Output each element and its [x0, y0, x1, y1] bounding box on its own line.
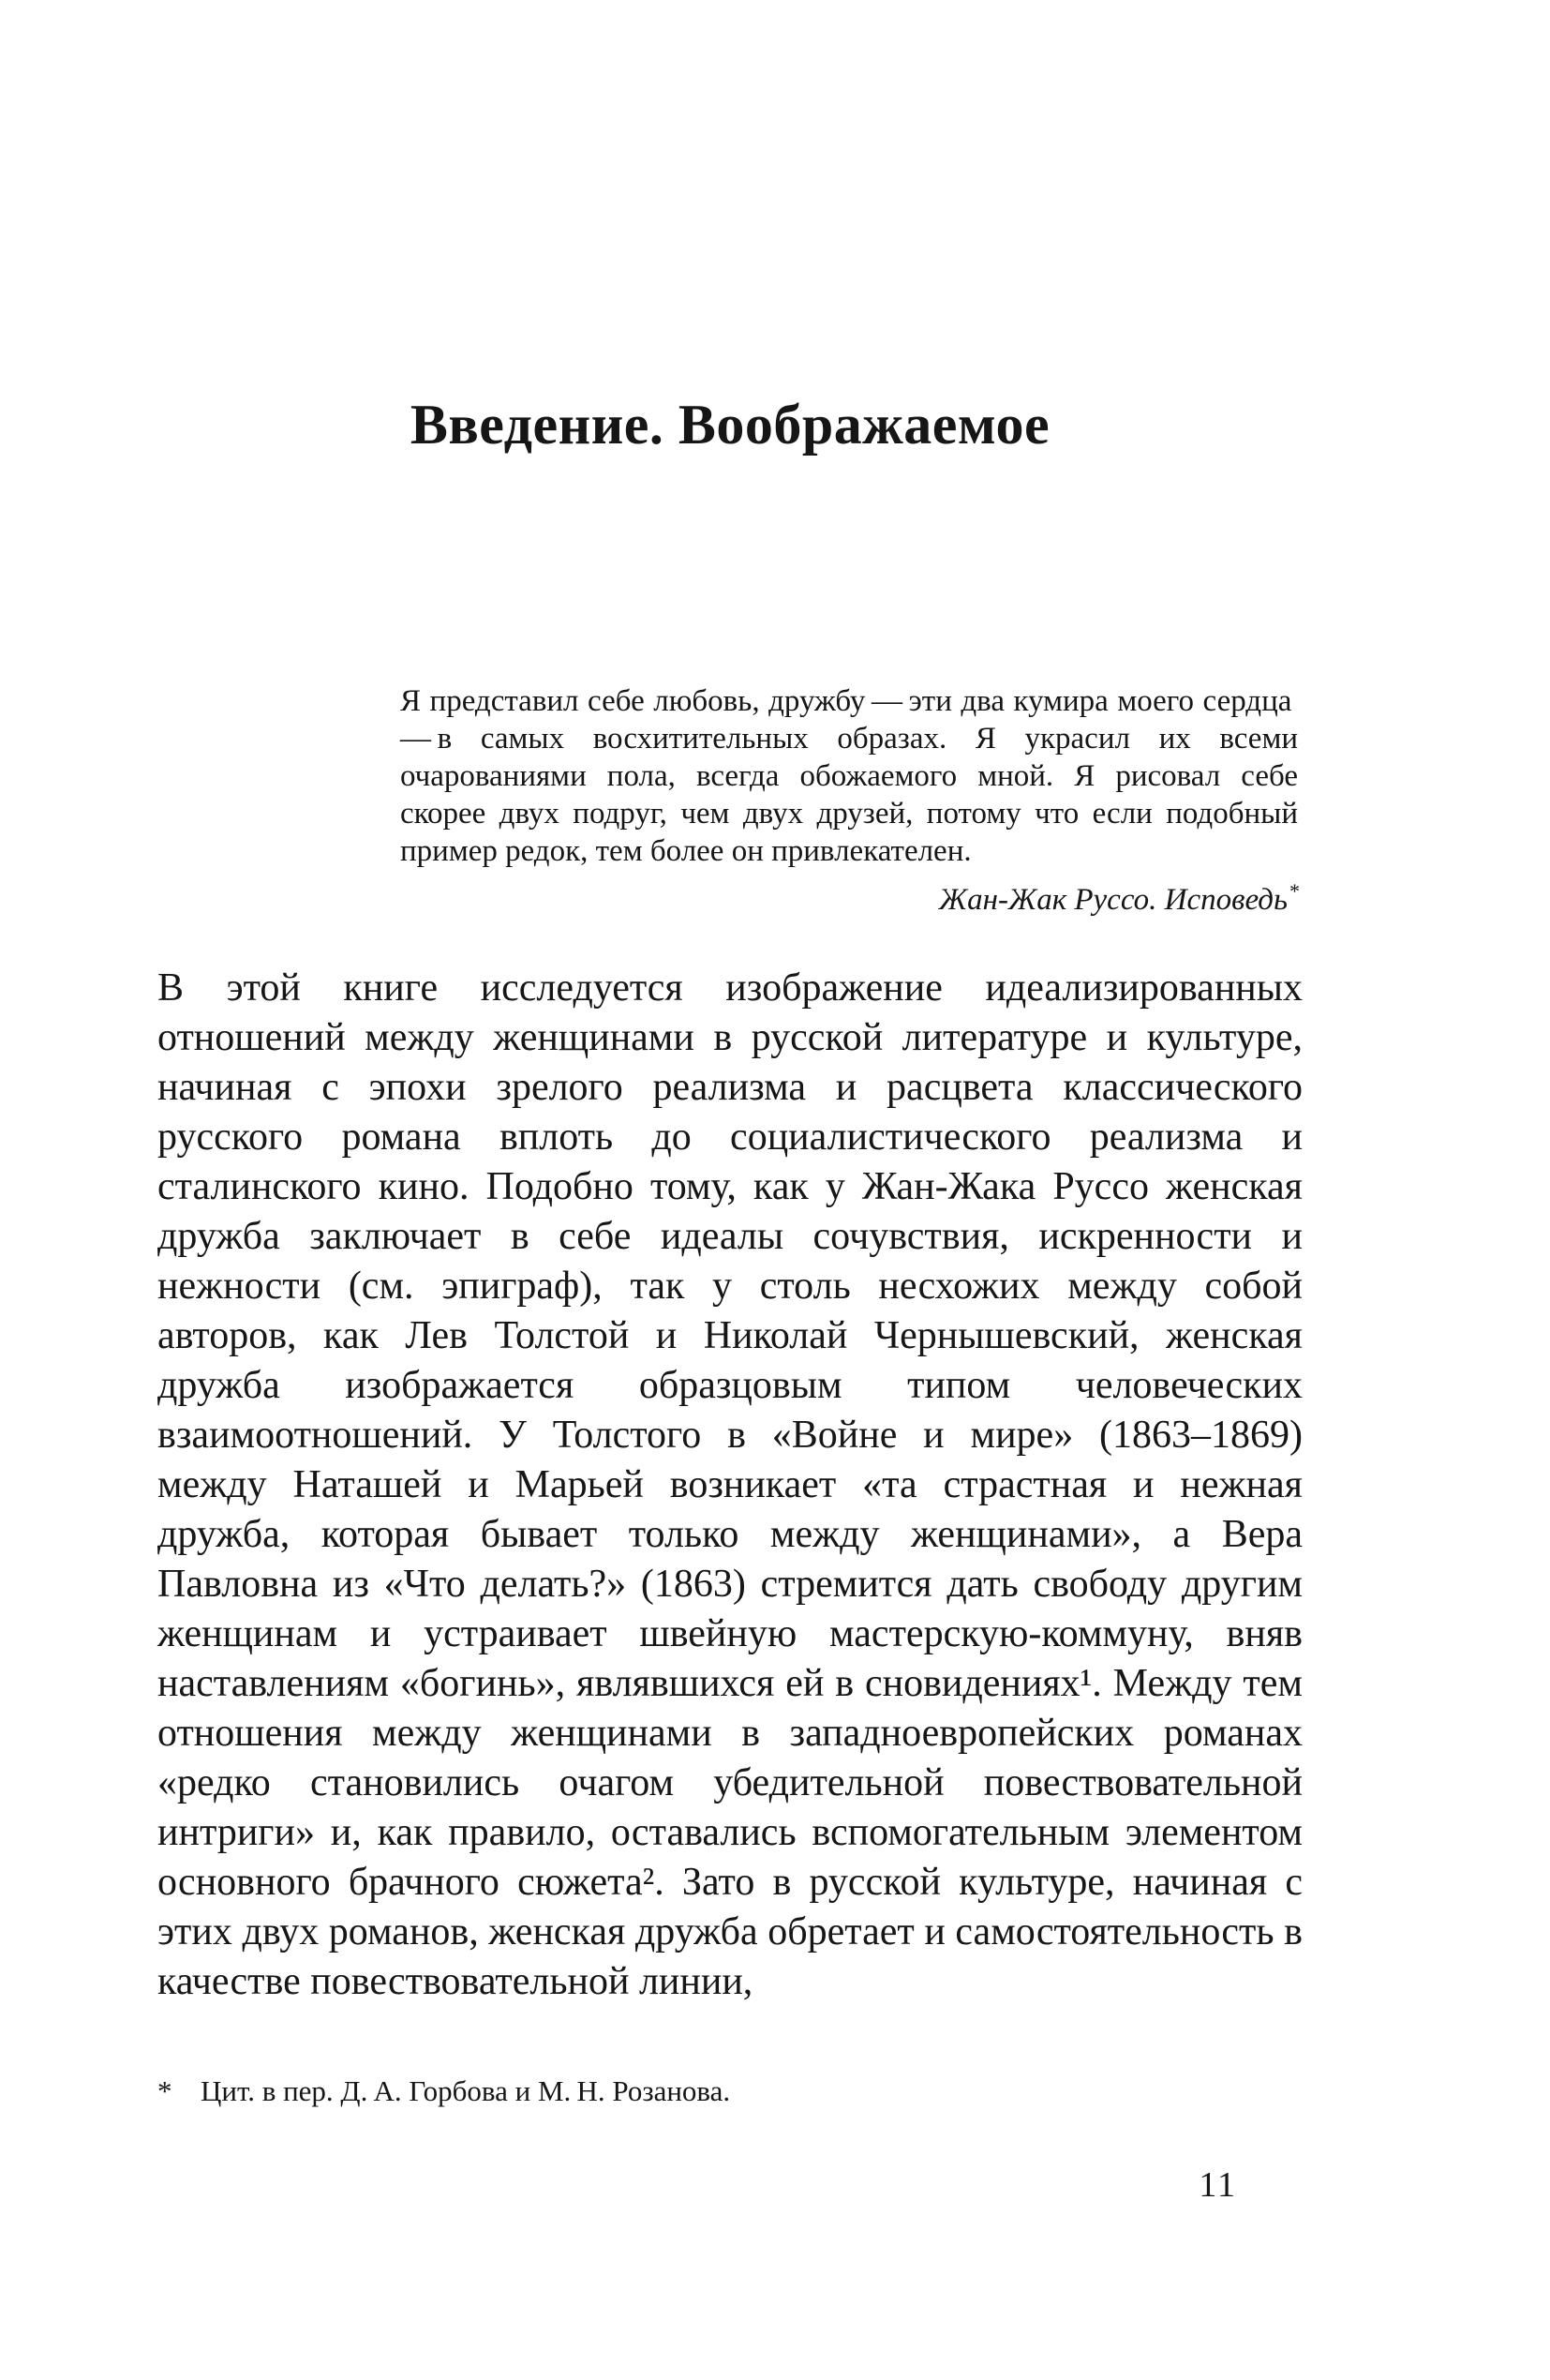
epigraph-block — [400, 682, 1298, 919]
footnote-text: Цит. в пер. Д. А. Горбова и М. Н. Розанова. — [201, 2074, 731, 2107]
footnote-reference-asterisk: * — [1289, 879, 1300, 903]
body-paragraph: В этой книге исследуется изображение идеализированных отношений между женщинами в русской литературе и культуре, начиная с эпохи зрелого реализма и расцвета классического русского романа вплоть до социалистического реализма и сталинского кино. Подобно тому, как у Жан-Жака Руссо женская дружба заключает в себе идеалы сочувствия, искренности и нежности (см. эпиграф), так у столь несхожих между собой авторов, как Лев Толстой и Николай Чернышевский, женская дружба изображается образцовым типом человеческих взаимоотношений. У Толстого в «Войне и мире» (1863–1869) между Наташей и Марьей возникает «та страстная и нежная дружба, которая бывает только между женщинами», а Вера Павловна из «Что делать?» (1863) стремится дать свободу другим женщинам и устраивает швейную мастерскую-коммуну, вняв наставлениям «богинь», являвшихся ей в сновидениях¹. Между тем отношения между женщинами в западноевропейских романах «редко становились очагом убедительной повествовательной интриги» и, как правило, оставались вспомогательным элементом основного брачного сюжета². Зато в русской культуре, начиная с этих двух романов, женская дружба обретает и самостоятельность в качестве повествовательной линии, — [157, 966, 1303, 2003]
epigraph-attribution-text: Жан-Жак Руссо. Исповедь — [938, 883, 1288, 917]
chapter-title: Введение. Воображаемое — [410, 394, 1051, 456]
footnote-marker: * — [157, 2074, 172, 2107]
epigraph-attribution — [400, 881, 1298, 919]
epigraph-text: Я представил себе любовь, дружбу — эти два кумира моего сердца — в самых восхитительных образах. Я украсил их всеми очарованиями пола, всегда обожаемого мной. Я рисовал себе скорее двух подруг, чем двух друзей, потому что если подобный пример редок, тем более он привлекателен. — [400, 684, 1298, 868]
page-number: 11 — [1199, 2165, 1237, 2205]
footnote-block — [157, 2073, 1303, 2109]
